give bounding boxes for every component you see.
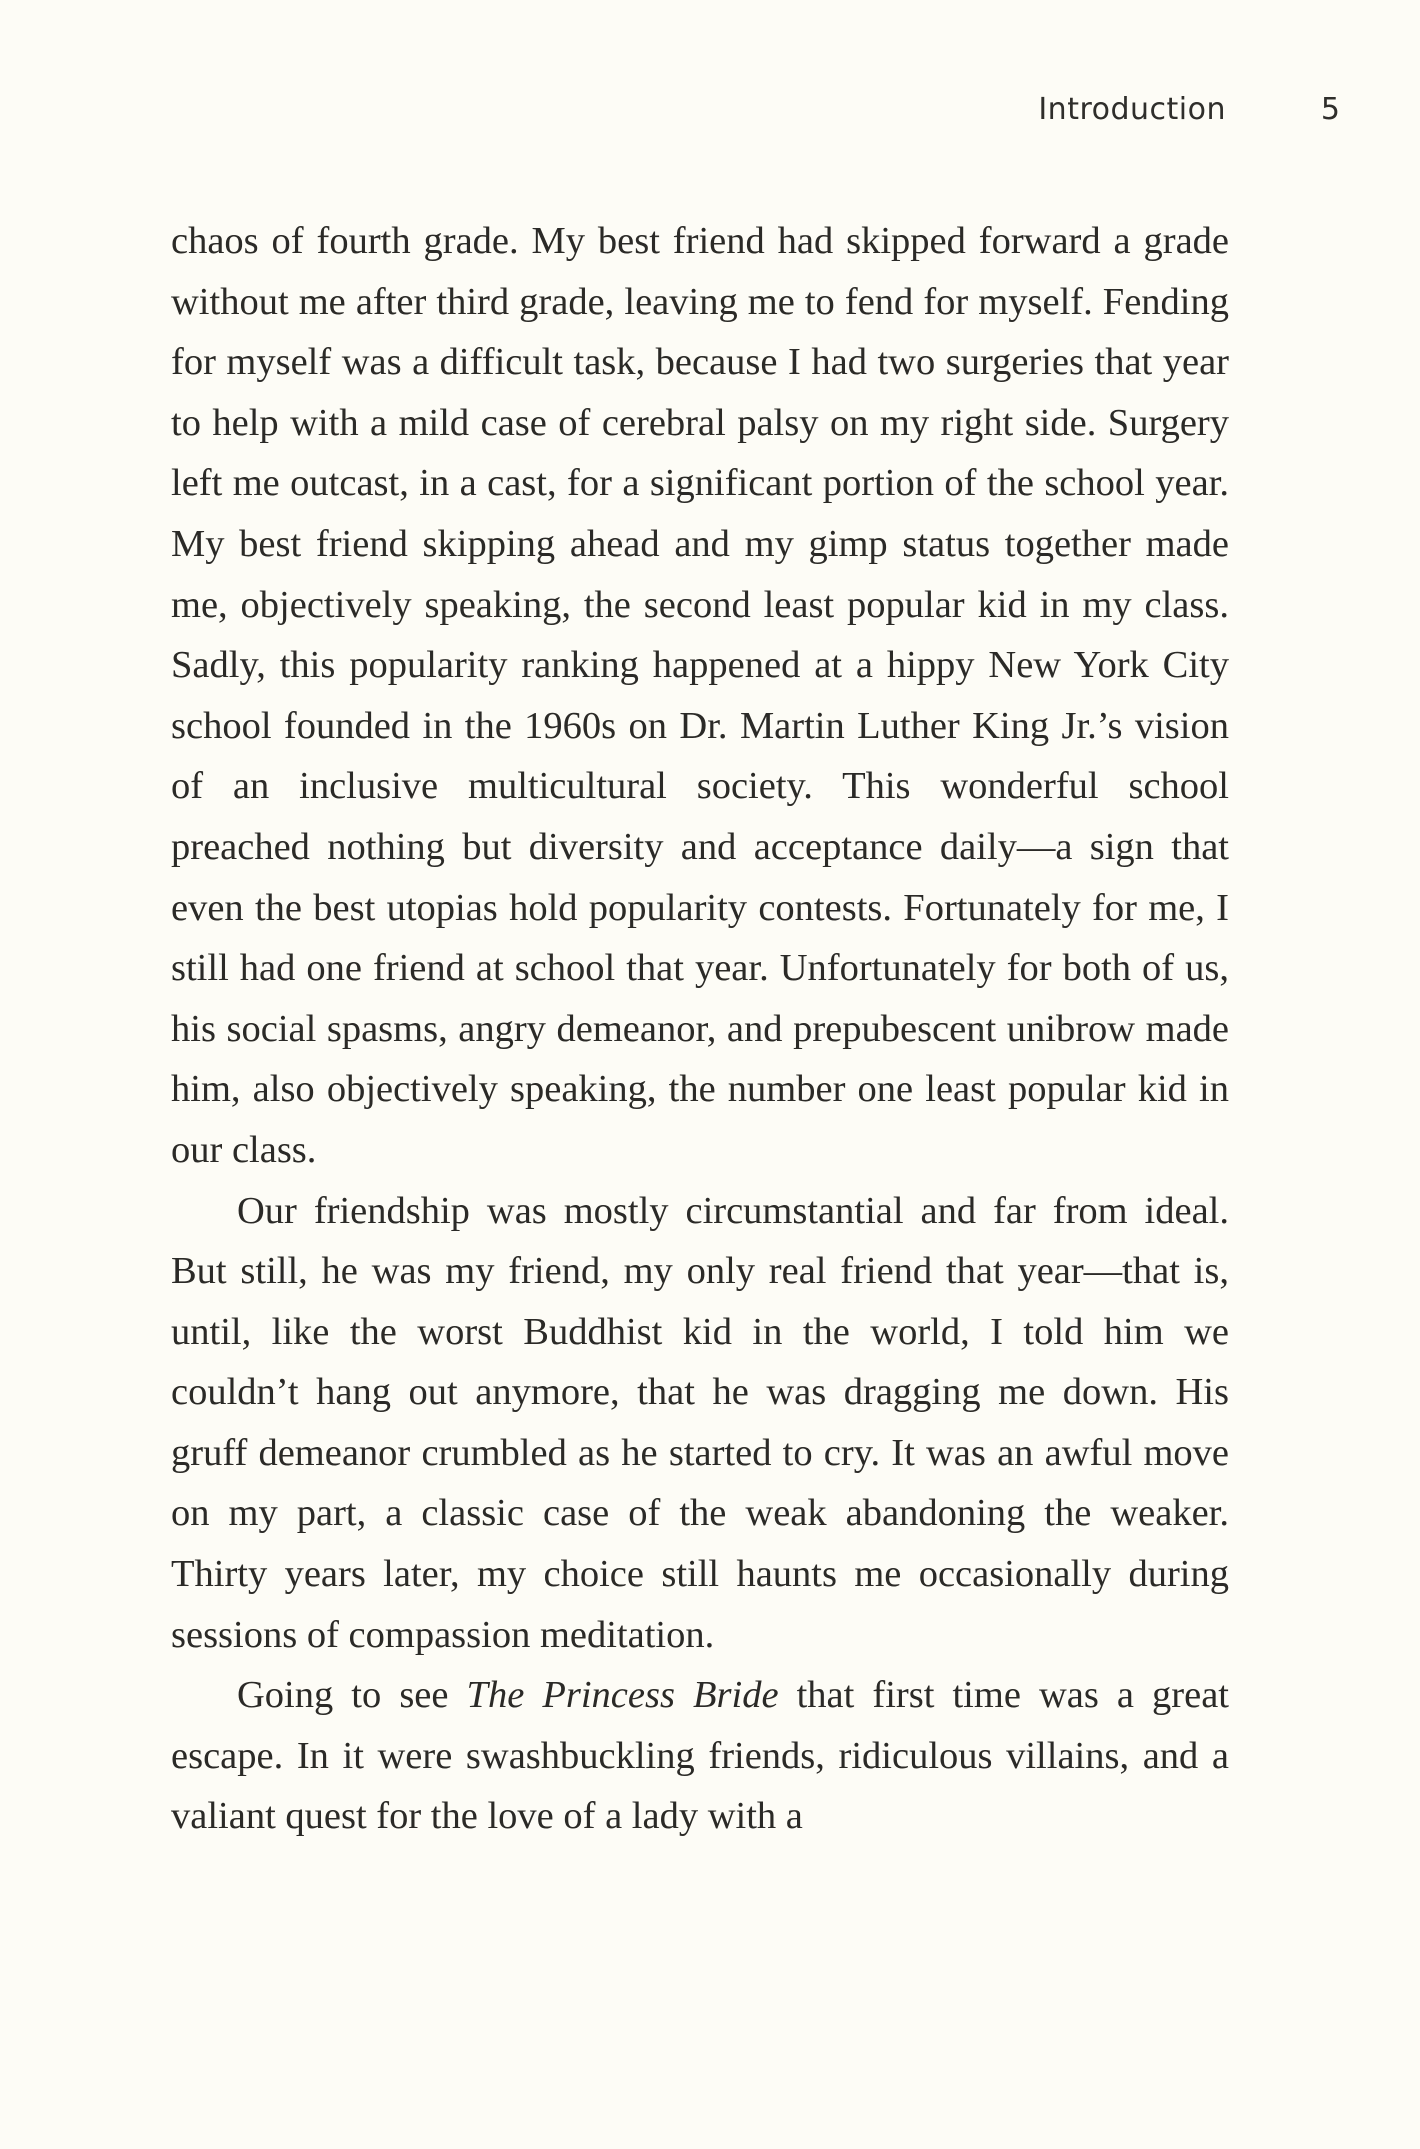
paragraph-2: Our friendship was mostly circumstantial and far from ideal. But still, he was my friend, my only real friend that year—that is, until, like the worst Buddhist kid in the world, I told him we couldn’t hang out anymore, that he was dragging me down. His gruff demeanor crumbled as he started to cry. It was an awful move on my part, a classic case of the weak abandoning the weaker. Thirty years later, my choice still haunts me occasionally during sessions of compassion meditation. <box>171 1189 1229 1656</box>
body-text <box>171 211 1229 1847</box>
film-title: The Princess Bride <box>466 1674 779 1717</box>
paragraph-1: chaos of fourth grade. My best friend had skipped forward a grade without me after third grade, leaving me to fend for myself. Fending for myself was a difficult task, because I had two surgeries that year to help with a mild case of cerebral palsy on my right side. Surgery left me outcast, in a cast, for a significant portion of the school year. My best friend skipping ahead and my gimp status together made me, objectively speaking, the second least popular kid in my class. Sadly, this popularity ranking happened at a hippy New York City school founded in the 1960s on Dr. Martin Luther King Jr.’s vision of an inclusive multicultural society. This wonderful school preached nothing but diversity and acceptance daily—a sign that even the best utopias hold popularity contests. Fortunately for me, I still had one friend at school that year. Unfortunately for both of us, his social spasms, angry demeanor, and prepubescent unibrow made him, also objectively speaking, the number one least popular kid in our class. <box>171 220 1229 1171</box>
paragraph-3-text-after: that first time was a great escape. In it were swashbuckling friends, ridiculous villains, and a valiant quest for the love of a lady with a <box>171 1674 1229 1838</box>
section-title: Introduction <box>1038 92 1226 127</box>
page-number: 5 <box>1320 92 1340 127</box>
running-head <box>0 92 1420 132</box>
paragraph-3 <box>171 1665 1229 1847</box>
paragraph-3-text-before: Going to see <box>237 1674 467 1717</box>
